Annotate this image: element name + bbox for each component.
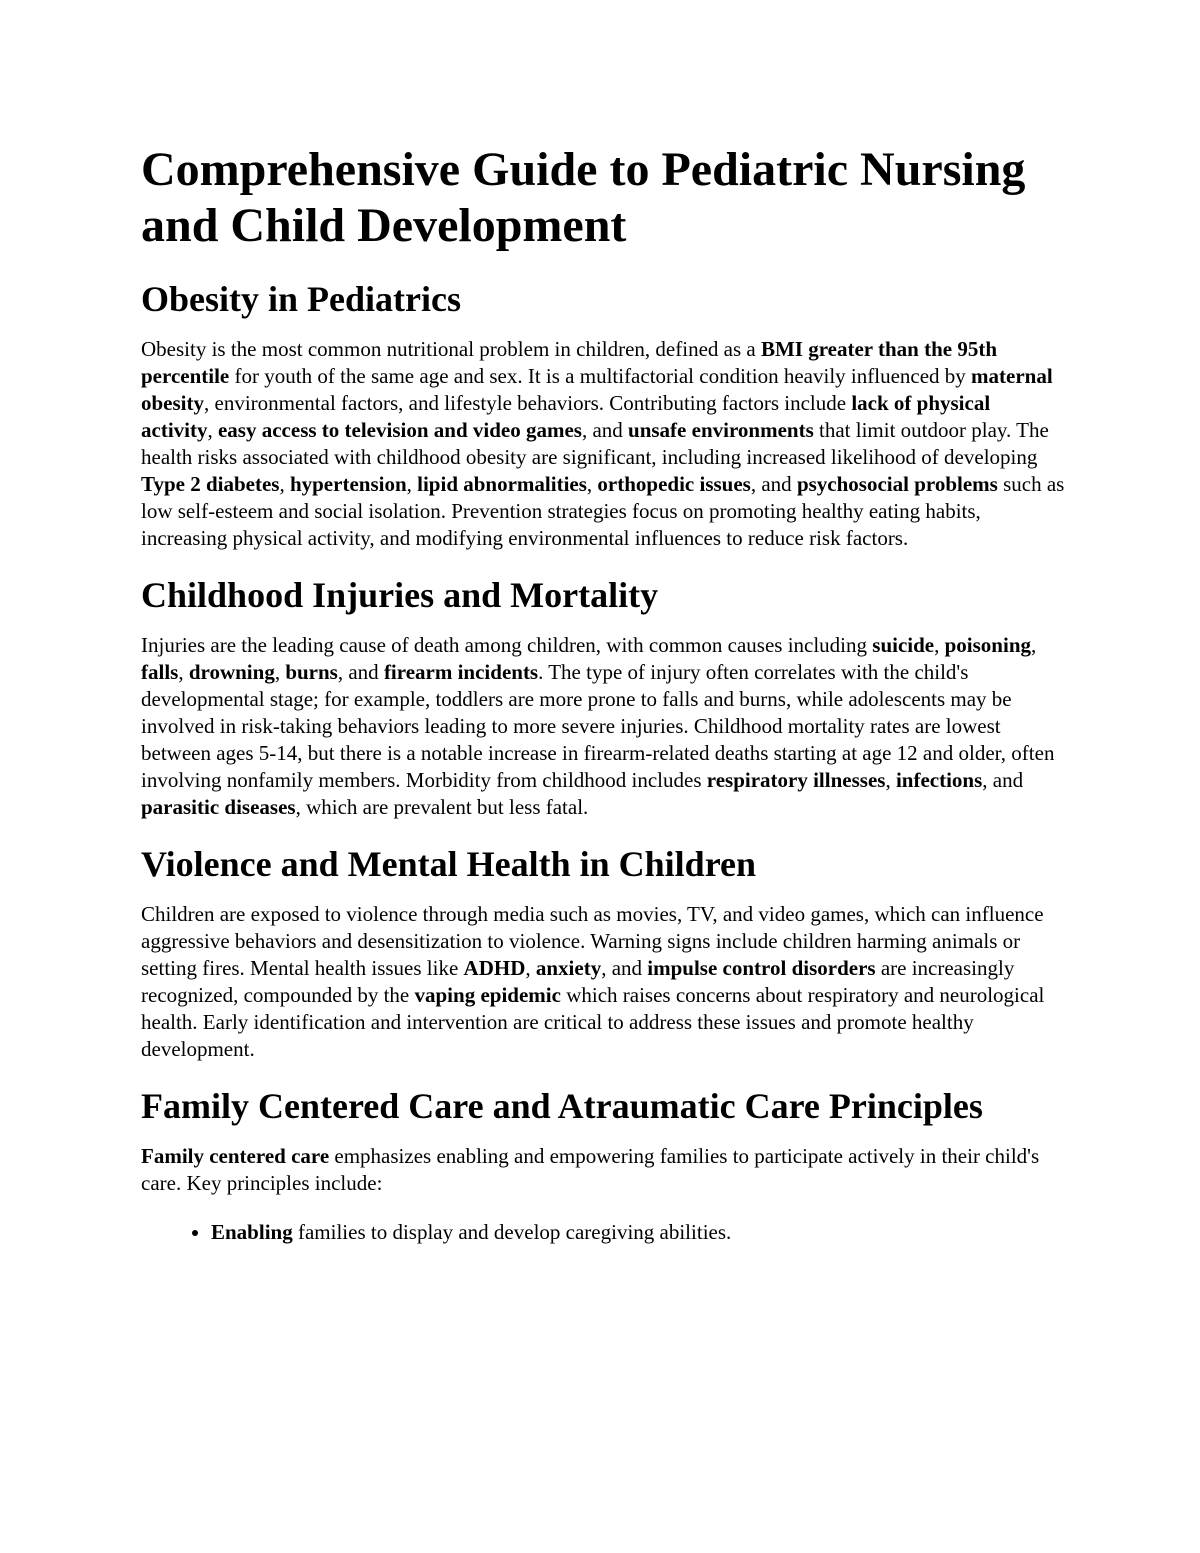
text-run: , which are prevalent but less fatal.	[295, 795, 589, 819]
section-heading-family-care: Family Centered Care and Atraumatic Care Principles	[141, 1086, 983, 1126]
text-run: , and	[601, 956, 648, 980]
bold-term: ADHD	[463, 956, 526, 980]
document-title: Comprehensive Guide to Pediatric Nursing and Child Development	[141, 143, 1026, 252]
bold-term: poisoning	[944, 633, 1032, 657]
text-run: , environmental factors, and lifestyle behaviors. Contributing factors include	[204, 391, 852, 415]
text-run: , and	[750, 472, 797, 496]
text-run: ,	[274, 660, 286, 684]
bold-term: suicide	[872, 633, 935, 657]
text-run: , and	[581, 418, 629, 442]
text-run: ,	[525, 956, 536, 980]
bold-term: impulse control disorders	[647, 956, 876, 980]
principles-list	[141, 1219, 1066, 1246]
section-paragraph-violence	[141, 901, 1066, 1063]
text-run: ,	[279, 472, 290, 496]
section-paragraph-injuries	[141, 632, 1066, 821]
text-run: , and	[982, 768, 1024, 792]
bold-term: parasitic diseases	[141, 795, 296, 819]
bold-term: infections	[895, 768, 983, 792]
text-run: families to display and develop caregiving abilities.	[292, 1220, 732, 1244]
bold-term: firearm incidents	[383, 660, 539, 684]
list-item	[211, 1219, 1066, 1246]
text-run: ,	[934, 633, 945, 657]
section-heading-obesity: Obesity in Pediatrics	[141, 279, 461, 319]
text-run: ,	[207, 418, 218, 442]
bold-term: vaping epidemic	[414, 983, 561, 1007]
bold-term: drowning	[188, 660, 275, 684]
bold-term: orthopedic issues	[597, 472, 751, 496]
bold-term: Family centered care	[141, 1144, 330, 1168]
section-paragraph-family-care	[141, 1143, 1066, 1197]
text-run: that limit outdoor play. The health risks associated with childhood obesity are significant, including increased likelihood of developing	[141, 418, 1049, 469]
document-page	[141, 142, 1066, 1246]
bold-term: easy access to television and video games	[217, 418, 582, 442]
text-run: ,	[885, 768, 896, 792]
text-run: such as low self-esteem and social isolation. Prevention strategies focus on promoting healthy eating habits, increasing physical activity, and modifying environmental influences to reduce risk factors.	[141, 472, 1065, 550]
bold-term: burns	[285, 660, 338, 684]
text-run: . The type of injury often correlates with the child's developmental stage; for example, toddlers are more prone to falls and burns, while adolescents may be involved in risk-taking behaviors leading to more severe injuries. Childhood mortality rates are lowest between ages 5-14, but there is a notable increase in firearm-related deaths starting at age 12 and older, often involving nonfamily members. Morbidity from childhood includes	[141, 660, 1055, 792]
text-run: are increasingly recognized, compounded by the	[141, 956, 1015, 1007]
text-run: Children are exposed to violence through media such as movies, TV, and video games, which can influence aggressive behaviors and desensitization to violence. Warning signs include children harming animals or setting fires. Mental health issues like	[141, 902, 1044, 980]
bold-term: lack of physical activity	[141, 391, 991, 442]
text-run: emphasizes enabling and empowering families to participate actively in their child's care. Key principles include:	[141, 1144, 1040, 1195]
section-heading-violence: Violence and Mental Health in Children	[141, 844, 757, 884]
section-paragraph-obesity	[141, 336, 1066, 552]
text-run: which raises concerns about respiratory and neurological health. Early identification and intervention are critical to address these issues and promote healthy development.	[141, 983, 1045, 1061]
text-run: ,	[586, 472, 598, 496]
text-run: ,	[406, 472, 418, 496]
text-run: for youth of the same age and sex. It is a multifactorial condition heavily influenced by	[229, 364, 972, 388]
text-run: ,	[178, 660, 189, 684]
bold-term: maternal obesity	[141, 364, 1053, 415]
bold-term: Type 2 diabetes	[141, 472, 280, 496]
bold-term: anxiety	[535, 956, 602, 980]
bold-term: respiratory illnesses	[706, 768, 886, 792]
text-run: ,	[1031, 633, 1037, 657]
text-run: , and	[337, 660, 384, 684]
bold-term: falls	[141, 660, 179, 684]
text-run: Injuries are the leading cause of death among children, with common causes including	[141, 633, 873, 657]
bold-term: hypertension	[289, 472, 407, 496]
bold-term: psychosocial problems	[796, 472, 998, 496]
bold-term: Enabling	[211, 1220, 293, 1244]
bold-term: unsafe environments	[628, 418, 814, 442]
section-heading-injuries: Childhood Injuries and Mortality	[141, 575, 659, 615]
bold-term: lipid abnormalities	[417, 472, 587, 496]
bold-term: BMI greater than the 95th percentile	[141, 337, 998, 388]
text-run: Obesity is the most common nutritional problem in children, defined as a	[141, 337, 761, 361]
